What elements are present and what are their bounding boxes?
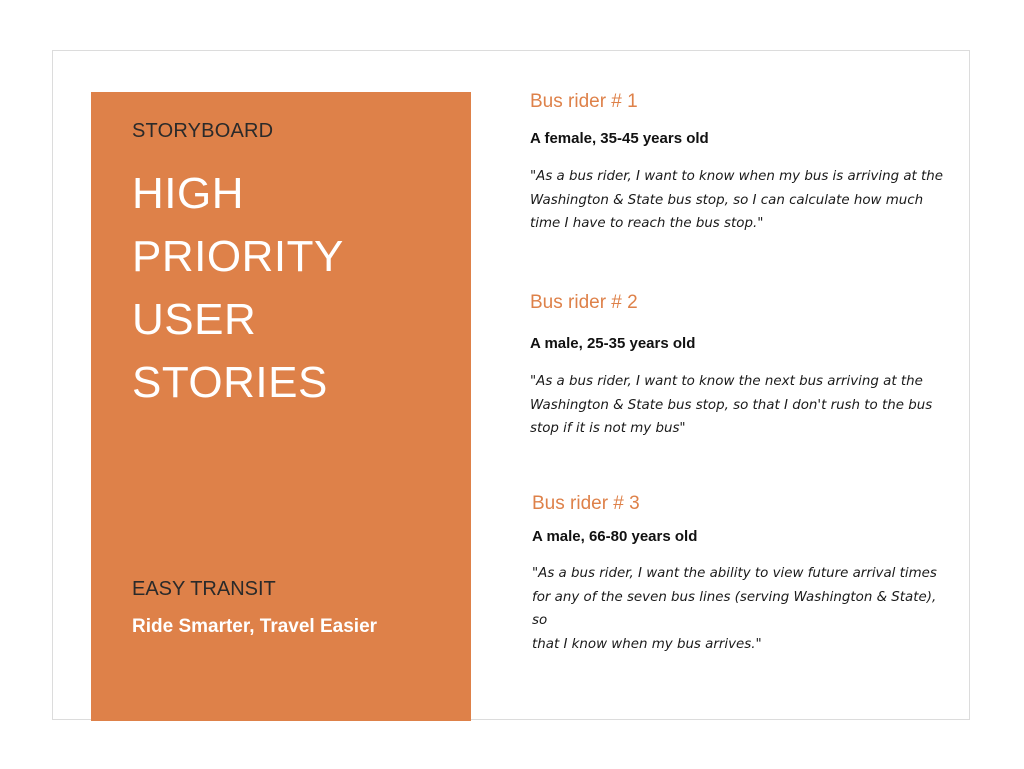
quote-line: time I have to reach the bus stop." [530, 216, 764, 231]
rider-title: Bus rider # 3 [532, 493, 640, 514]
quote-line: for any of the seven bus lines (serving Washington & State), so [532, 589, 937, 628]
storyboard-label: STORYBOARD [132, 120, 274, 142]
rider-quote [532, 562, 952, 656]
brand-name: EASY TRANSIT [132, 578, 276, 600]
rider-quote [530, 370, 950, 441]
brand-tagline: Ride Smarter, Travel Easier [132, 616, 378, 637]
quote-line: that I know when my bus arrives." [532, 636, 762, 652]
rider-description: A female, 35-45 years old [530, 130, 709, 147]
quote-line: stop if it is not my bus" [530, 421, 686, 436]
rider-card-3 [532, 493, 952, 656]
rider-card-2 [530, 292, 950, 441]
storyboard-slide [52, 50, 970, 720]
rider-description: A male, 25-35 years old [530, 335, 696, 352]
rider-title: Bus rider # 1 [530, 91, 638, 112]
rider-title: Bus rider # 2 [530, 292, 638, 313]
quote-line: Washington & State bus stop, so I can calculate how much [530, 192, 924, 208]
rider-description: A male, 66-80 years old [532, 528, 698, 545]
quote-line: "As a bus rider, I want to know when my bus is arriving at the [530, 169, 944, 184]
rider-card-1 [530, 91, 950, 236]
page-title [132, 162, 452, 414]
headline-line: HIGH [132, 169, 244, 218]
title-panel [91, 92, 471, 721]
rider-quote [530, 165, 950, 236]
quote-line: Washington & State bus stop, so that I don't rush to the bus [530, 397, 933, 413]
quote-line: "As a bus rider, I want to know the next bus arriving at the [530, 374, 923, 389]
headline-line: USER [132, 295, 257, 344]
quote-line: "As a bus rider, I want the ability to view future arrival times [532, 566, 937, 581]
headline-line: STORIES [132, 358, 328, 407]
headline-line: PRIORITY [132, 232, 344, 281]
